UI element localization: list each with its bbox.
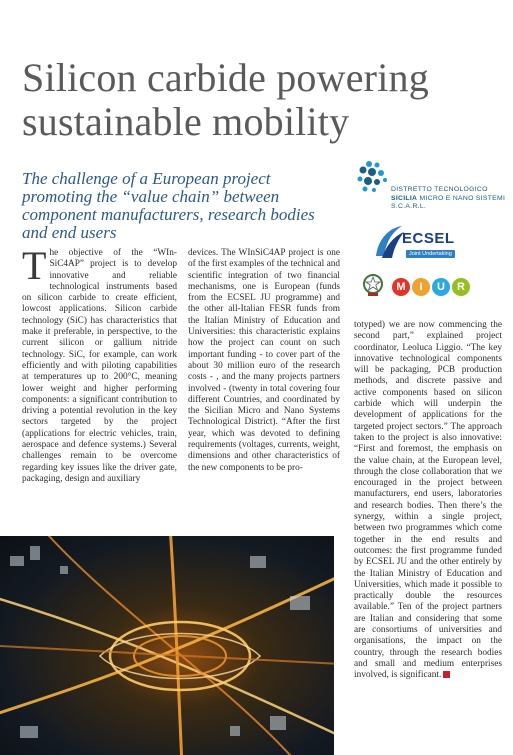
distretto-line3: S.C.A.R.L. [391, 203, 427, 210]
body-column-3 [354, 320, 502, 682]
body-column-2-text: devices. The WInSiC4AP project is one of the first examples of the technical and scientific integration of two financial mechanisms, one is European (funds from the ECSEL JU programme) and the other all-Italian FESR funds from the Italian Ministry of Education and Universities: this characteristic explains how the project can count on such important funding - to cover part of the about 30 million euro of the research costs - , and the many projects partners involved - (twenty in total covering four different Countries, and coordinated by the Sicilian Micro and Nano Systems Technological District). “After the first year, which was devoted to defining requirements (voltages, currents, weight, dimensions and other characteristics of the new components to be pro- [188, 248, 340, 473]
miur-letter-i: I [412, 278, 430, 296]
article-subtitle: The challenge of a European project promoting the “value chain” between component manufacturers, research bodies and end users [22, 169, 315, 242]
body-column-2 [188, 248, 340, 474]
drop-cap: T [22, 243, 47, 288]
ecsel-swoosh-icon [372, 222, 406, 262]
miur-logo [392, 278, 476, 298]
distretto-line1: DISTRETTO TECNOLOGICO [391, 186, 488, 193]
italian-emblem-icon [362, 272, 384, 298]
distretto-dots-icon [355, 160, 395, 194]
body-column-1-text: he objective of the “WIn-SiC4AP” project is to develop innovative and reliable technological instruments based on silicon carbide to create efficient, lowcost applications. Silicon carbide technology (SiC) has characteristics that make it preferable, in perspective, to the current silicon or gallium nitride technology. SiC, for example, can work efficiently and with piloting capabilities at temperatures up to 200°C, meaning lower weight and higher performing components: a significant contribution to driving a potential revolution in the key sectors targeted by the project (applications for electric vehicles, train, aerospace and defence systems.) Several challenges remain to be overcome regarding key issues like the driver gate, packaging, design and auxiliary [22, 248, 177, 484]
end-mark-icon [443, 671, 450, 678]
distretto-line2-rest: MICRO E NANO SISTEMI [417, 194, 506, 202]
highway-interchange-photo [0, 536, 334, 755]
body-column-3-text: totyped) we are now commencing the second part,” explained project coordinator, Leoluca Liggio. “The key innovative technological components will be packaging, PCB production methods, and discrete passive and active components based on silicon carbide which will underpin the development of applications for the targeted project sectors.” The approach taken to the project is also innovative: “First and foremost, the emphasis on the value chain, at the European level, through the close collaboration that we encouraged in the project between manufacturers, end users, laboratories and research bodies. Then there’s the synergy, within a single project, between two programmes which come together in the end results and outcomes: the first programme funded by ECSEL JU and the other entirely by the Italian Ministry of Education and Universities, which made it possible to practically double the resources available.” Ten of the project partners are Italian and considering that some are consortiums of universities and organisations, the impact on the country, through the research bodies and small and medium enterprises involved, is significant. [354, 320, 502, 681]
article-title: Silicon carbide powering sustainable mobility [22, 55, 429, 144]
miur-letter-m: M [392, 278, 410, 296]
miur-letter-r: R [452, 278, 470, 296]
ecsel-tagline: Joint Undertaking [406, 250, 455, 258]
distretto-sicilia: SICILIA [391, 194, 418, 202]
ecsel-logo [372, 222, 455, 266]
distretto-logo [355, 160, 505, 216]
distretto-text [391, 186, 505, 212]
miur-letter-u: U [432, 278, 450, 296]
ecsel-name: ECSEL [402, 230, 455, 247]
body-column-1 [22, 243, 177, 485]
distretto-line2 [391, 195, 505, 204]
